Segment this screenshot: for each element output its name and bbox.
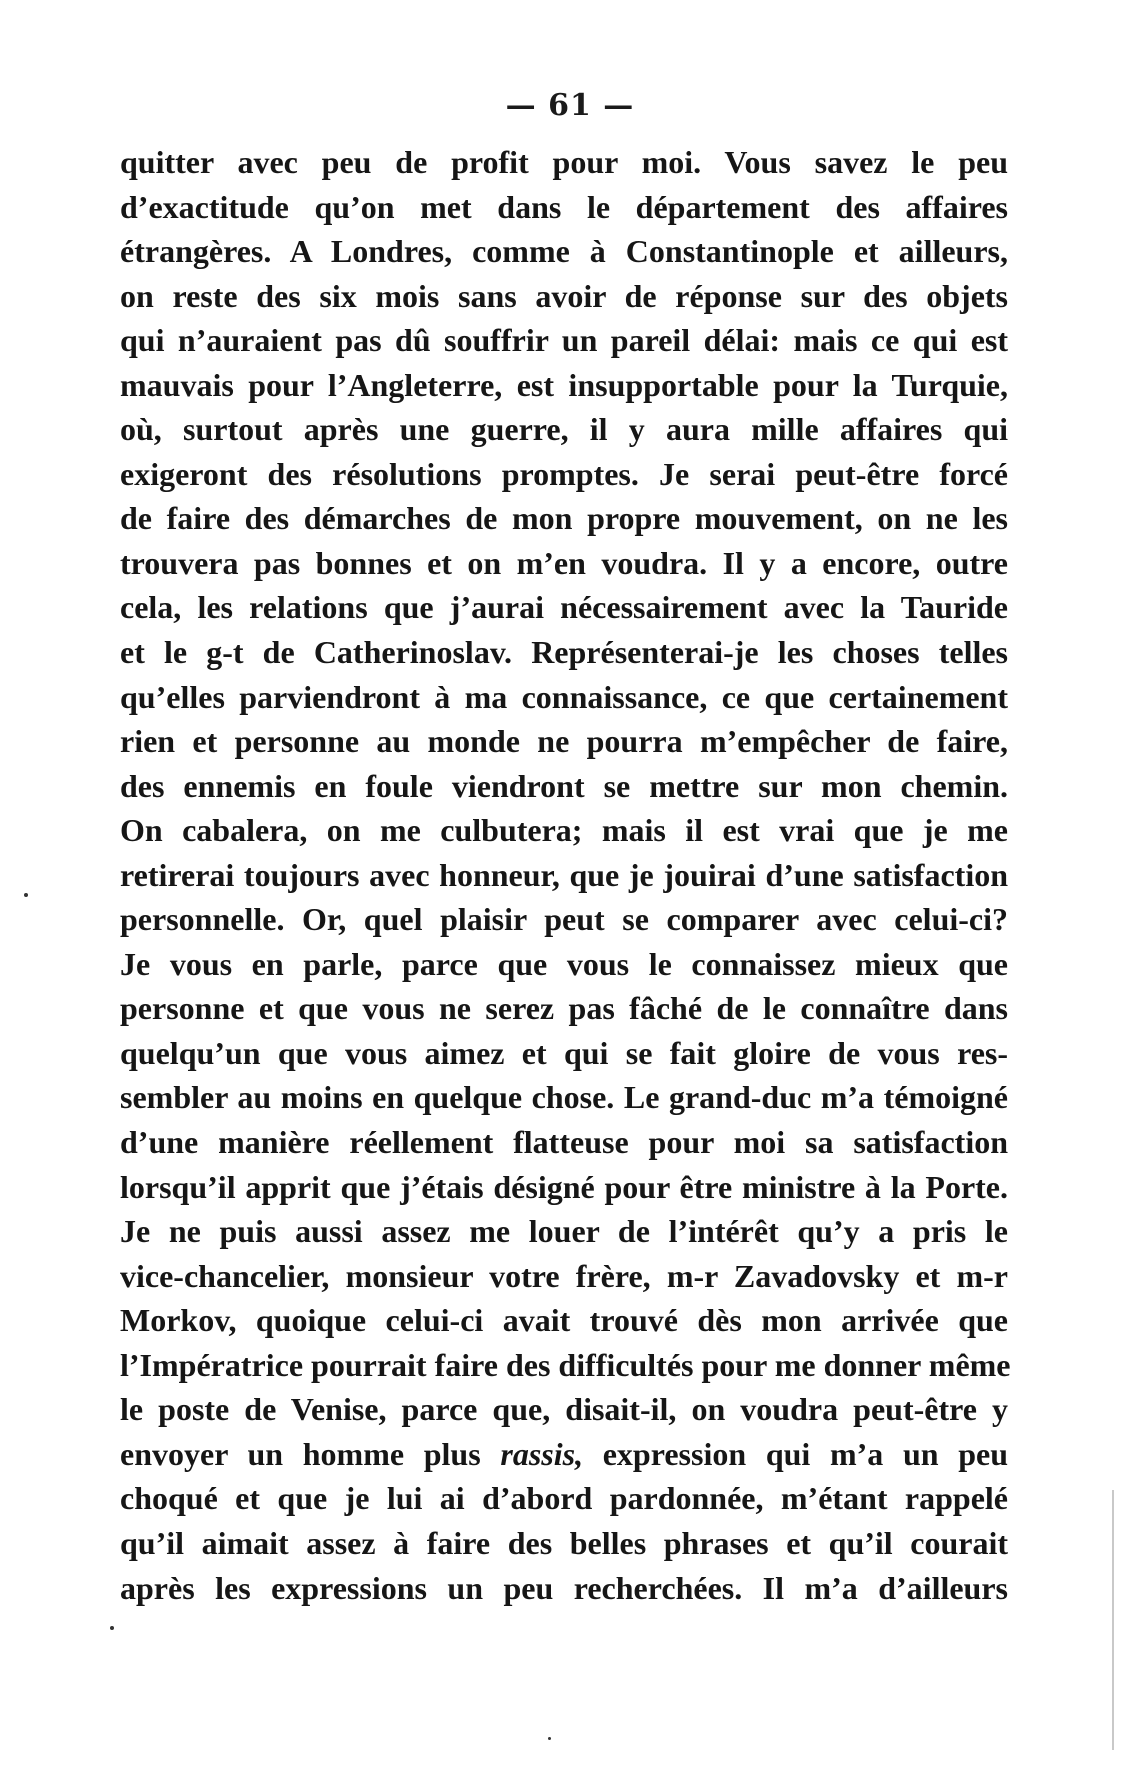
text-line: d’une manière réellement flatteuse pour moi sa satisfaction — [120, 1124, 1008, 1161]
text-line-with-italic — [120, 1432, 1008, 1477]
text-line: l’Impératrice pourrait faire des difficultés pour me donner même — [120, 1346, 1011, 1383]
text-line: et le g-t de Catherinoslav. Représenterai-je les choses telles — [120, 634, 1008, 671]
text-line: trouvera pas bonnes et on m’en voudra. Il y a encore, outre — [120, 544, 1008, 581]
text-line: vice-chancelier, monsieur votre frère, m-r Zavadovsky et m-r — [120, 1257, 1008, 1294]
text-line: après les expressions un peu recherchées. Il m’a d’ailleurs — [120, 1569, 1008, 1606]
text-line: quitter avec peu de profit pour moi. Vous savez le peu — [120, 144, 1008, 180]
text-line: Morkov, quoique celui-ci avait trouvé dès mon arrivée que — [120, 1302, 1008, 1339]
ink-speck — [24, 893, 28, 897]
body-text — [120, 140, 1011, 1610]
text-line: de faire des démarches de mon propre mouvement, on ne les — [120, 500, 1008, 537]
text-line: retirerai toujours avec honneur, que je jouirai d’une satisfaction — [120, 856, 1008, 893]
text-line: mauvais pour l’Angleterre, est insupportable pour la Turquie, — [120, 366, 1008, 403]
ink-speck — [110, 1626, 114, 1630]
text-line: personnelle. Or, quel plaisir peut se comparer avec celui-ci? — [120, 901, 1008, 938]
margin-rule — [1112, 1490, 1114, 1750]
text-line: lorsqu’il apprit que j’étais désigné pour être ministre à la Porte. — [120, 1168, 1008, 1205]
text-line: d’exactitude qu’on met dans le département des affaires — [120, 188, 1008, 225]
text-line: exigeront des résolutions promptes. Je serai peut-être forcé — [120, 455, 1008, 492]
text-line: Je ne puis aussi assez me louer de l’intérêt qu’y a pris le — [120, 1213, 1008, 1250]
text-segment: expression qui m’a un peu — [583, 1435, 1009, 1472]
text-line: on reste des six mois sans avoir de réponse sur des objets — [120, 277, 1008, 314]
text-line: qu’il aimait assez à faire des belles phrases et qu’il courait — [120, 1524, 1008, 1561]
page-number: — 61 — — [505, 88, 635, 123]
ink-speck — [548, 1737, 551, 1740]
text-line: cela, les relations que j’aurai nécessairement avec la Tauride — [120, 589, 1008, 626]
text-line: où, surtout après une guerre, il y aura mille affaires qui — [120, 411, 1008, 448]
text-line: rien et personne au monde ne pourra m’empêcher de faire, — [120, 723, 1008, 760]
text-line: qui n’auraient pas dû souffrir un pareil délai: mais ce qui est — [120, 322, 1008, 359]
text-line: étrangères. A Londres, comme à Constantinople et ailleurs, — [120, 233, 1008, 270]
text-line: Je vous en parle, parce que vous le connaissez mieux que — [120, 945, 1008, 982]
italic-word: rassis, — [500, 1435, 584, 1472]
text-line: qu’elles parviendront à ma connaissance, ce que certainement — [120, 678, 1008, 715]
text-line: personne et que vous ne serez pas fâché de le connaître dans — [120, 990, 1008, 1027]
text-line: On cabalera, on me culbutera; mais il est vrai que je me — [120, 812, 1008, 849]
text-line: le poste de Venise, parce que, disait-il, on voudra peut-être y — [120, 1391, 1008, 1428]
text-line: sembler au moins en quelque chose. Le grand-duc m’a témoigné — [120, 1079, 1008, 1116]
text-line: quelqu’un que vous aimez et qui se fait gloire de vous res- — [120, 1034, 1008, 1071]
text-line: des ennemis en foule viendront se mettre sur mon chemin. — [120, 767, 1008, 804]
text-line: choqué et que je lui ai d’abord pardonnée, m’étant rappelé — [120, 1480, 1008, 1517]
text-segment: envoyer un homme plus — [120, 1435, 501, 1472]
